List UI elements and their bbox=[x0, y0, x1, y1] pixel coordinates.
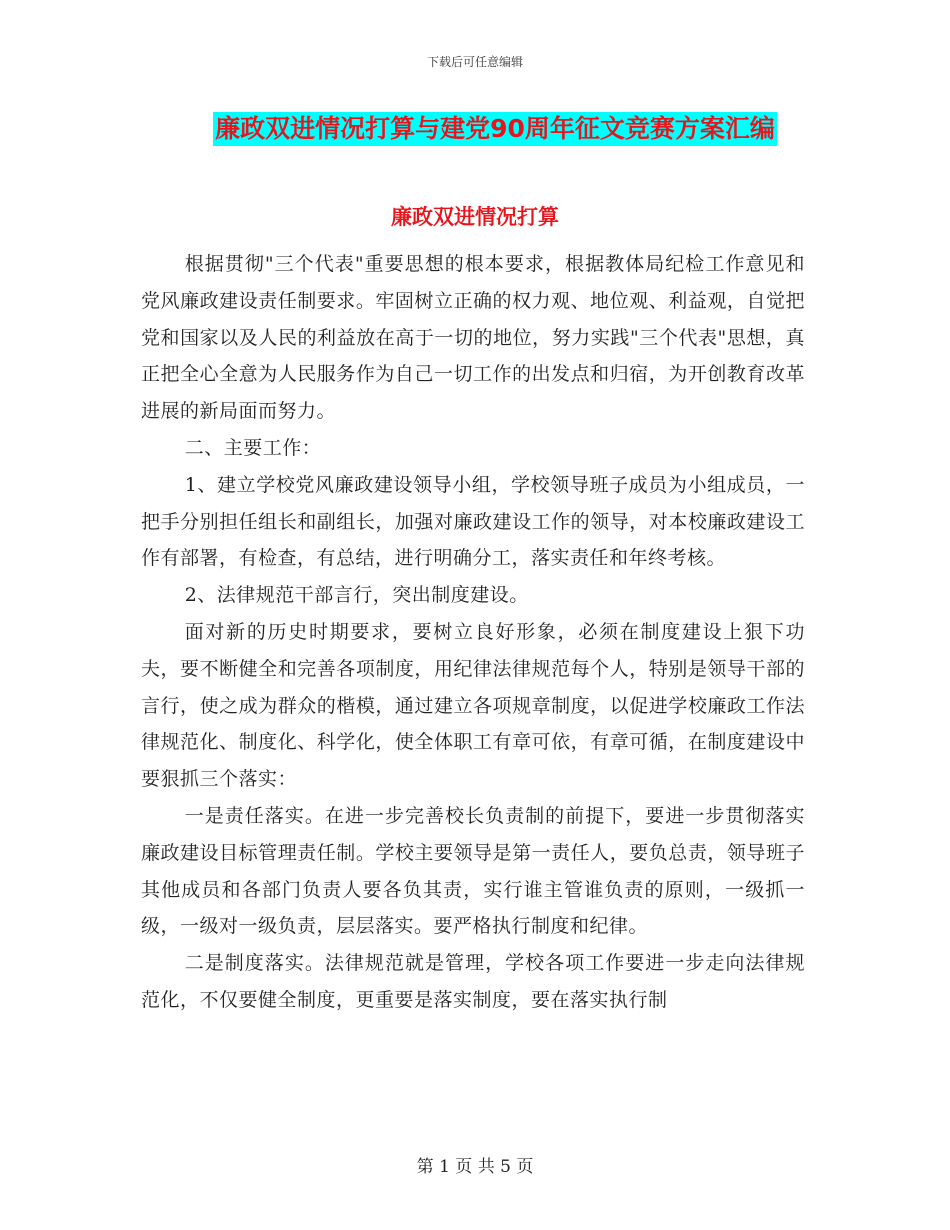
document-title-text: 廉政双进情况打算与建党90周年征文竞赛方案汇编 bbox=[213, 112, 777, 146]
section-title: 廉政双进情况打算 bbox=[391, 205, 559, 229]
paragraph: 1、建立学校党风廉政建设领导小组，学校领导班子成员为小组成员，一把手分别担任组长和副组长，加强对廉政建设工作的领导，对本校廉政建设工作有部署，有检查，有总结，进行明确分工，落实责任和年终考核。 bbox=[141, 473, 805, 570]
paragraph: 根据贯彻"三个代表"重要思想的根本要求，根据教体局纪检工作意见和党风廉政建设责任制要求。牢固树立正确的权力观、地位观、利益观，自觉把党和国家以及人民的利益放在高于一切的地位，努力实践"三个代表"思想，真正把全心全意为人民服务作为自己一切工作的出发点和归宿，为开创教育改革进展的新局面而努力。 bbox=[141, 253, 805, 423]
paragraph: 二是制度落实。法律规范就是管理，学校各项工作要进一步走向法律规范化，不仅要健全制度，更重要是落实制度，要在落实执行制 bbox=[141, 952, 805, 1011]
document-title bbox=[0, 112, 950, 146]
header-note: 下载后可任意编辑 bbox=[426, 55, 523, 69]
page-footer: 第 1 页 共 5 页 bbox=[416, 1157, 534, 1177]
paragraph: 面对新的历史时期要求，要树立良好形象，必须在制度建设上狠下功夫，要不断健全和完善各项制度，用纪律法律规范每个人，特别是领导干部的言行，使之成为群众的楷模，通过建立各项规章制度，以促进学校廉政工作法律规范化、制度化、科学化，使全体职工有章可依，有章可循，在制度建设中要狠抓三个落实： bbox=[141, 620, 805, 791]
paragraph: 一是责任落实。在进一步完善校长负责制的前提下，要进一步贯彻落实廉政建设目标管理责任制。学校主要领导是第一责任人，要负总责，领导班子其他成员和各部门负责人要各负其责，实行谁主管谁负责的原则，一级抓一级，一级对一级负责，层层落实。要严格执行制度和纪律。 bbox=[141, 804, 805, 938]
document-body bbox=[141, 246, 805, 1019]
paragraph: 二、主要工作： bbox=[184, 436, 322, 459]
paragraph: 2、法律规范干部言行，突出制度建设。 bbox=[184, 584, 529, 607]
